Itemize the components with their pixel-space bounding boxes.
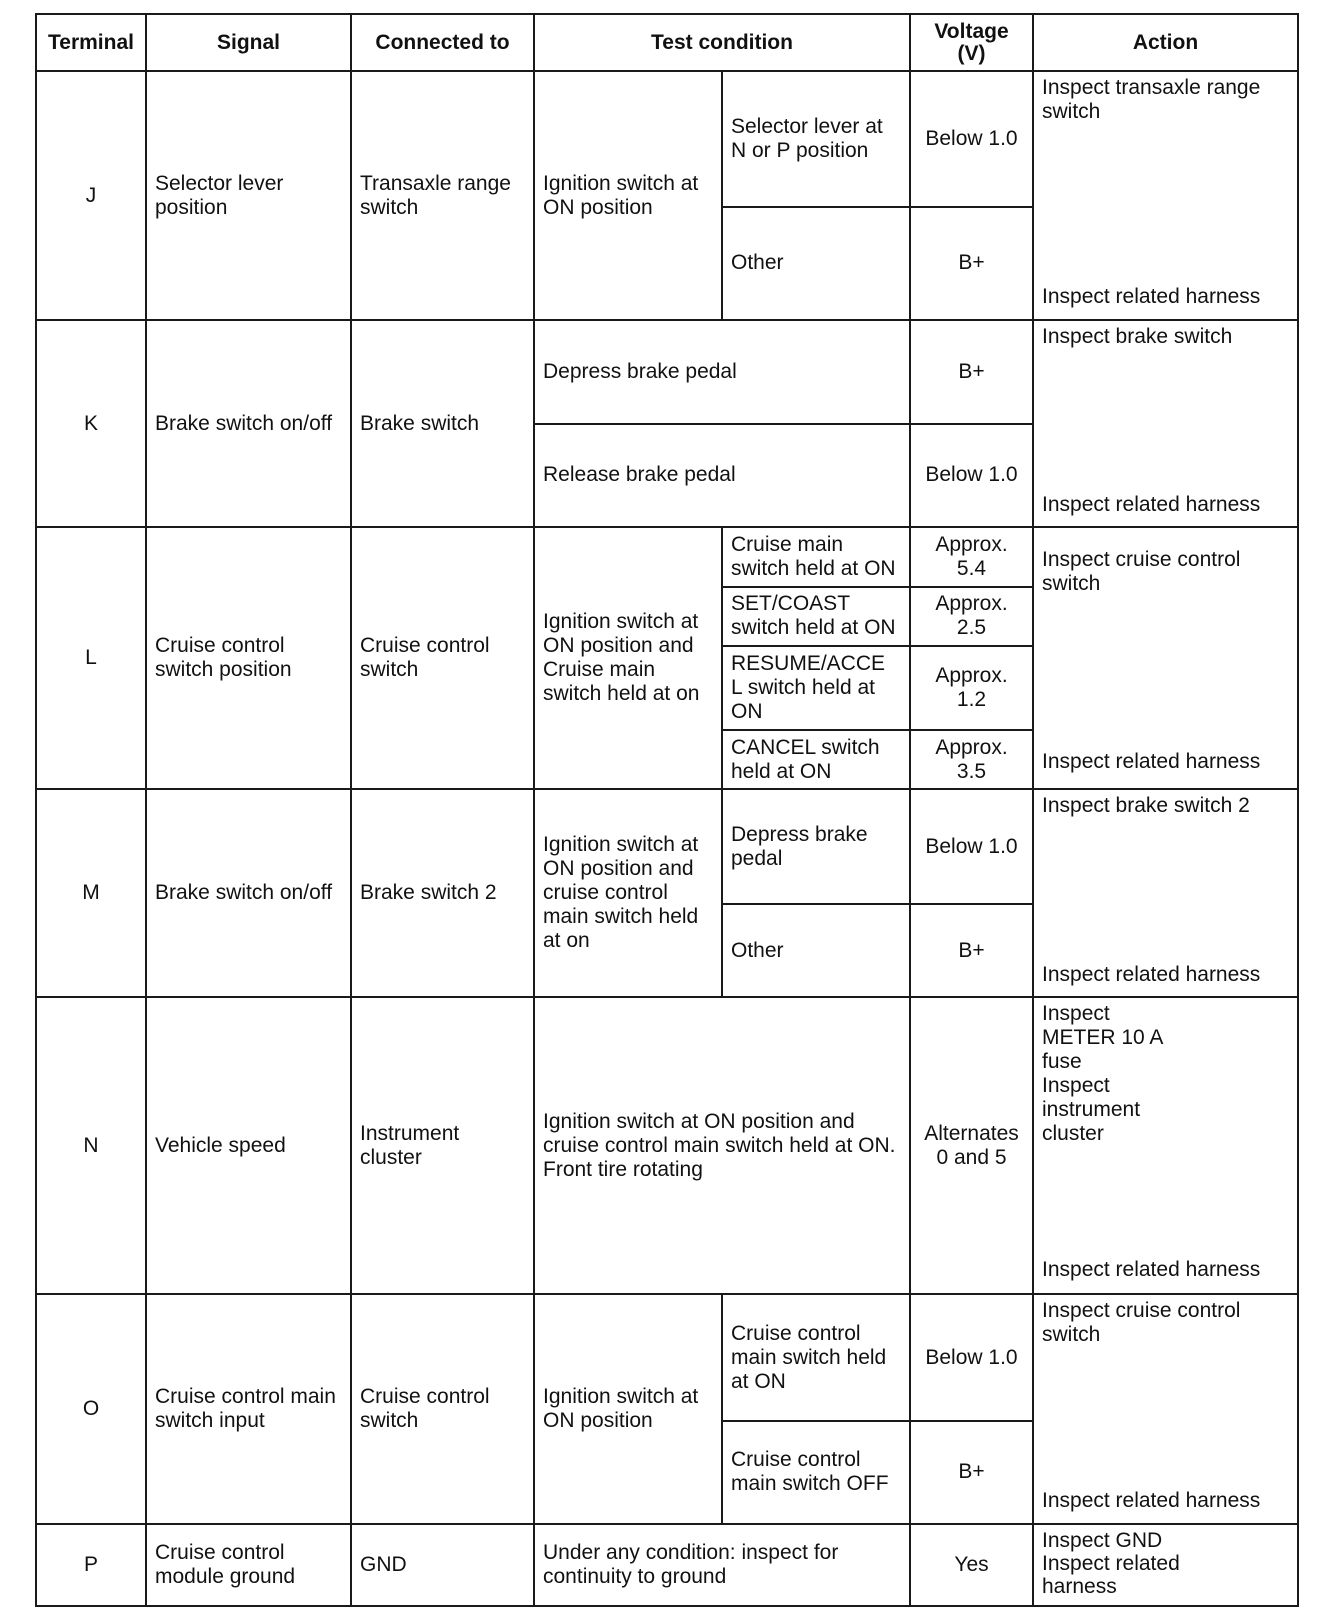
- condition-cell: Ignition switch at ON position and Cruise main switch held at on: [534, 527, 722, 789]
- terminal-cell: O: [36, 1294, 146, 1523]
- voltage-cell: Approx. 1.2: [910, 646, 1033, 730]
- action-primary: Inspect transaxle range switch: [1042, 76, 1261, 124]
- action-secondary: Inspect related harness: [1042, 285, 1261, 309]
- condition-cell: Ignition switch at ON position: [534, 1294, 722, 1523]
- sub-condition-cell: SET/COAST switch held at ON: [722, 587, 910, 646]
- action-cell: [1033, 71, 1298, 320]
- header-row: [36, 14, 1298, 71]
- signal-cell: Cruise control main switch input: [146, 1294, 351, 1523]
- terminal-cell: L: [36, 527, 146, 789]
- action-secondary: Inspect related harness: [1042, 1489, 1261, 1513]
- table-row: [36, 71, 1298, 206]
- condition-cell: Ignition switch at ON position: [534, 71, 722, 320]
- sub-condition-cell: CANCEL switch held at ON: [722, 730, 910, 789]
- header-action: Action: [1033, 14, 1298, 71]
- sub-condition-cell: RESUME/ACCE L switch held at ON: [722, 646, 910, 730]
- voltage-cell: B+: [910, 320, 1033, 423]
- action-cell: [1033, 527, 1298, 789]
- voltage-cell: Approx. 2.5: [910, 587, 1033, 646]
- connected-to-cell: Brake switch 2: [351, 789, 534, 997]
- sub-condition-cell: Other: [722, 207, 910, 321]
- voltage-cell: Below 1.0: [910, 789, 1033, 904]
- voltage-cell: Approx. 5.4: [910, 527, 1033, 586]
- action-secondary: Inspect related harness: [1042, 493, 1261, 517]
- terminal-cell: J: [36, 71, 146, 320]
- action-cell: [1033, 1294, 1298, 1523]
- table-row: [36, 320, 1298, 423]
- action-primary: Inspect brake switch 2: [1042, 794, 1250, 818]
- action-primary: Inspect METER 10 A fuse Inspect instrument cluster: [1042, 1002, 1164, 1146]
- signal-cell: Brake switch on/off: [146, 789, 351, 997]
- sub-condition-cell: Other: [722, 904, 910, 997]
- connected-to-cell: GND: [351, 1524, 534, 1606]
- terminal-cell: N: [36, 997, 146, 1294]
- table-row: [36, 1294, 1298, 1420]
- connected-to-cell: Cruise control switch: [351, 1294, 534, 1523]
- action-primary: Inspect cruise control switch: [1042, 1299, 1241, 1347]
- sub-condition-cell: Depress brake pedal: [722, 789, 910, 904]
- action-secondary: Inspect related harness: [1042, 963, 1261, 987]
- voltage-cell: B+: [910, 207, 1033, 321]
- voltage-cell: Below 1.0: [910, 71, 1033, 206]
- sub-condition-cell: Cruise control main switch held at ON: [722, 1294, 910, 1420]
- table-row: [36, 789, 1298, 904]
- condition-cell: Depress brake pedal: [534, 320, 910, 423]
- table-row: [36, 1524, 1298, 1606]
- signal-cell: Cruise control switch position: [146, 527, 351, 789]
- signal-cell: Vehicle speed: [146, 997, 351, 1294]
- sub-condition-cell: Selector lever at N or P position: [722, 71, 910, 206]
- condition-cell: Release brake pedal: [534, 424, 910, 527]
- condition-cell: Under any condition: inspect for continuity to ground: [534, 1524, 910, 1606]
- action-secondary: Inspect related harness: [1042, 1258, 1261, 1282]
- sub-condition-cell: Cruise main switch held at ON: [722, 527, 910, 586]
- connected-to-cell: Cruise control switch: [351, 527, 534, 789]
- header-signal: Signal: [146, 14, 351, 71]
- voltage-cell: Below 1.0: [910, 1294, 1033, 1420]
- connected-to-cell: Instrument cluster: [351, 997, 534, 1294]
- action-secondary: Inspect related harness: [1042, 750, 1261, 774]
- connected-to-cell: Brake switch: [351, 320, 534, 527]
- voltage-cell: B+: [910, 1421, 1033, 1524]
- header-connected-to: Connected to: [351, 14, 534, 71]
- header-voltage: Voltage (V): [910, 14, 1033, 71]
- action-primary: Inspect brake switch: [1042, 325, 1233, 349]
- action-primary: Inspect cruise control switch: [1042, 548, 1241, 596]
- terminal-inspection-table: [35, 13, 1299, 1607]
- signal-cell: Selector lever position: [146, 71, 351, 320]
- header-terminal: Terminal: [36, 14, 146, 71]
- table-row: [36, 997, 1298, 1294]
- voltage-cell: Below 1.0: [910, 424, 1033, 527]
- voltage-cell: B+: [910, 904, 1033, 997]
- connected-to-cell: Transaxle range switch: [351, 71, 534, 320]
- voltage-cell: Alternates 0 and 5: [910, 997, 1033, 1294]
- voltage-cell: Yes: [910, 1524, 1033, 1606]
- header-test-condition: Test condition: [534, 14, 910, 71]
- terminal-cell: K: [36, 320, 146, 527]
- terminal-cell: M: [36, 789, 146, 997]
- voltage-cell: Approx. 3.5: [910, 730, 1033, 789]
- signal-cell: Brake switch on/off: [146, 320, 351, 527]
- action-cell: Inspect GND Inspect related harness: [1033, 1524, 1298, 1606]
- action-cell: [1033, 789, 1298, 997]
- condition-cell: Ignition switch at ON position and cruise control main switch held at on: [534, 789, 722, 997]
- action-cell: [1033, 320, 1298, 527]
- action-cell: [1033, 997, 1298, 1294]
- signal-cell: Cruise control module ground: [146, 1524, 351, 1606]
- terminal-cell: P: [36, 1524, 146, 1606]
- condition-cell: Ignition switch at ON position and cruise control main switch held at ON. Front tire rotating: [534, 997, 910, 1294]
- table-row: [36, 527, 1298, 586]
- sub-condition-cell: Cruise control main switch OFF: [722, 1421, 910, 1524]
